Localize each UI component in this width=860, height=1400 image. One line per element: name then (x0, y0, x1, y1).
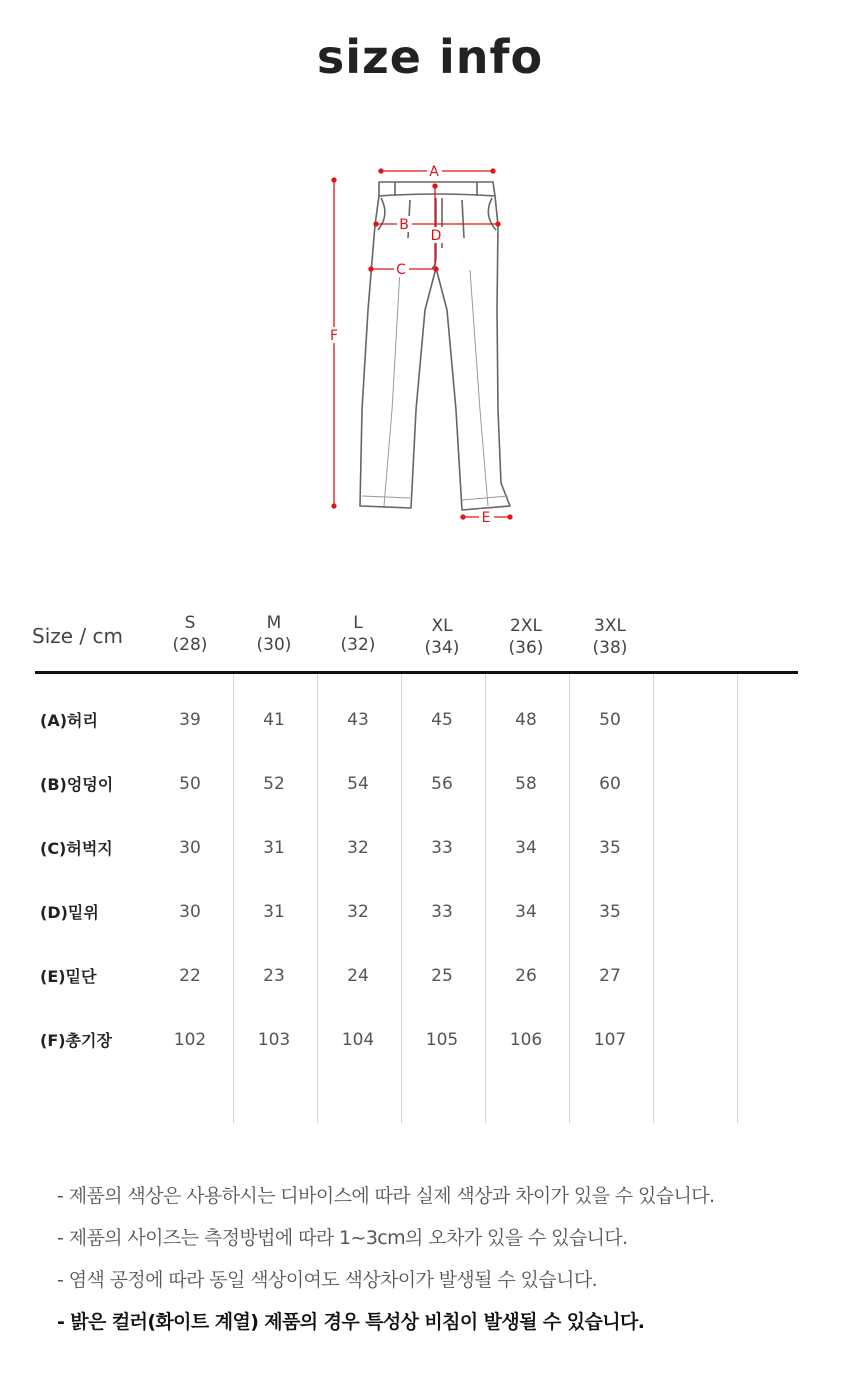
label-b: B (399, 217, 409, 233)
table-cell: 48 (515, 710, 537, 730)
note-item: - 제품의 색상은 사용하시는 디바이스에 따라 실제 색상과 차이가 있을 수 있습니다. (57, 1185, 715, 1207)
column-header (570, 615, 650, 659)
table-cell: 25 (431, 966, 453, 986)
table-cell: 50 (599, 710, 621, 730)
column-waist: (34) (424, 638, 460, 658)
note-item-highlight: - 밝은 컬러(화이트 계열) 제품의 경우 특성상 비침이 발생될 수 있습니다. (57, 1311, 645, 1333)
column-header (234, 612, 314, 656)
column-size: S (184, 613, 196, 633)
table-header-rule (35, 671, 798, 674)
column-size: L (353, 613, 363, 633)
table-cell: 58 (515, 774, 537, 794)
table-cell: 39 (179, 710, 201, 730)
label-a: A (429, 164, 439, 180)
column-waist: (36) (508, 638, 544, 658)
grid-line (569, 674, 570, 1123)
notes-list (57, 1182, 847, 1350)
table-cell: 32 (347, 902, 369, 922)
table-cell: 35 (599, 838, 621, 858)
table-cell: 34 (515, 902, 537, 922)
table-cell: 26 (515, 966, 537, 986)
table-cell: 56 (431, 774, 453, 794)
note-item: - 염색 공정에 따라 동일 색상이여도 색상차이가 발생될 수 있습니다. (57, 1269, 598, 1291)
column-waist: (38) (592, 638, 628, 658)
label-d: D (430, 228, 442, 244)
row-label: (F)총기장 (40, 1031, 112, 1050)
grid-line (653, 674, 654, 1123)
table-cell: 31 (263, 838, 285, 858)
label-f: F (329, 328, 339, 344)
table-cell: 52 (263, 774, 285, 794)
label-e: E (481, 510, 491, 526)
row-label: (C)허벅지 (40, 839, 113, 858)
table-cell: 60 (599, 774, 621, 794)
grid-line (401, 674, 402, 1123)
table-cell: 33 (431, 838, 453, 858)
grid-line (233, 674, 234, 1123)
page-title: size info (316, 30, 544, 84)
row-label: (A)허리 (40, 711, 98, 730)
table-cell: 41 (263, 710, 285, 730)
table-cell: 103 (257, 1030, 291, 1050)
table-cell: 43 (347, 710, 369, 730)
column-header (318, 612, 398, 656)
table-corner-label: Size / cm (32, 624, 123, 648)
table-cell: 106 (509, 1030, 543, 1050)
column-size: XL (431, 616, 453, 636)
table-cell: 30 (179, 838, 201, 858)
grid-line (485, 674, 486, 1123)
table-cell: 27 (599, 966, 621, 986)
table-cell: 33 (431, 902, 453, 922)
row-label: (D)밑위 (40, 903, 99, 922)
row-label: (B)엉덩이 (40, 775, 114, 794)
row-label: (E)밑단 (40, 967, 97, 986)
table-cell: 104 (341, 1030, 375, 1050)
table-cell: 107 (593, 1030, 627, 1050)
column-size: M (266, 613, 282, 633)
column-waist: (30) (256, 635, 292, 655)
table-cell: 35 (599, 902, 621, 922)
table-cell: 54 (347, 774, 369, 794)
table-cell: 45 (431, 710, 453, 730)
table-cell: 30 (179, 902, 201, 922)
column-waist: (32) (340, 635, 376, 655)
table-cell: 102 (173, 1030, 207, 1050)
column-header (402, 615, 482, 659)
column-header (486, 615, 566, 659)
grid-line (317, 674, 318, 1123)
table-cell: 105 (425, 1030, 459, 1050)
grid-line (737, 674, 738, 1123)
table-cell: 24 (347, 966, 369, 986)
note-item: - 제품의 사이즈는 측정방법에 따라 1~3cm의 오차가 있을 수 있습니다. (57, 1227, 628, 1249)
table-cell: 34 (515, 838, 537, 858)
table-cell: 32 (347, 838, 369, 858)
pants-outline-icon (0, 160, 860, 540)
table-cell: 31 (263, 902, 285, 922)
table-cell: 23 (263, 966, 285, 986)
column-header (150, 612, 230, 656)
table-cell: 22 (179, 966, 201, 986)
table-cell: 50 (179, 774, 201, 794)
column-waist: (28) (172, 635, 208, 655)
column-size: 2XL (510, 616, 542, 636)
label-c: C (396, 262, 406, 278)
column-size: 3XL (594, 616, 626, 636)
